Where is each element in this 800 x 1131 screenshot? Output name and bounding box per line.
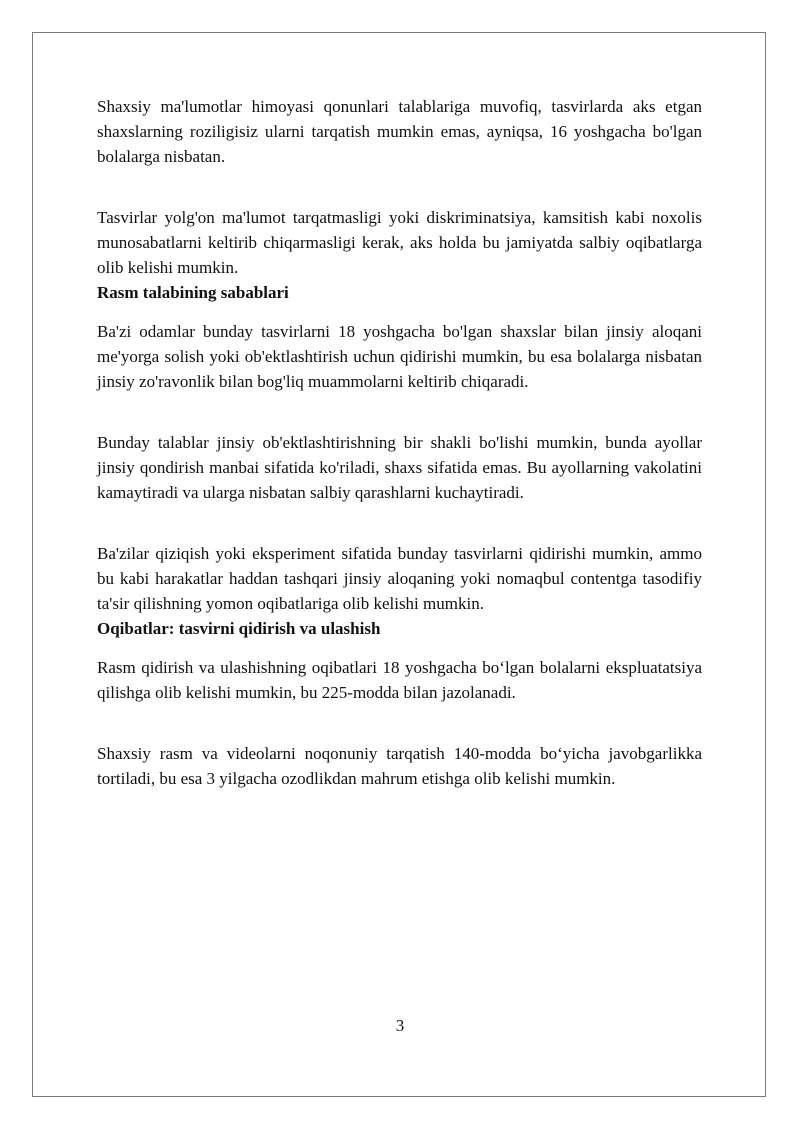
paragraph-consequence-exploitation: Rasm qidirish va ulashishning oqibatlari 18 yoshgacha bo‘lgan bolalarni ekspluatatsiya qilishga olib kelishi mumkin, bu 225-modda bilan jazolanadi. xyxy=(97,658,702,702)
paragraph-consent: Shaxsiy ma'lumotlar himoyasi qonunlari talablariga muvofiq, tasvirlarda aks etgan shaxslarning roziligisiz ularni tarqatish mumkin emas, ayniqsa, 16 yoshgacha bo'lgan bolalarga nisbatan. xyxy=(97,97,702,166)
page-number: 3 xyxy=(395,1016,405,1035)
paragraph-consequence-distribution: Shaxsiy rasm va videolarni noqonuniy tarqatish 140-modda bo‘yicha javobgarlikka tortiladi, bu esa 3 yilgacha ozodlikdan mahrum etishga olib kelishi mumkin. xyxy=(97,744,702,788)
paragraph-reason-curiosity: Ba'zilar qiziqish yoki eksperiment sifatida bunday tasvirlarni qidirishi mumkin, ammo bu kabi harakatlar haddan tashqari jinsiy aloqaning yoki nomaqbul contentga tasodifiy ta'sir qilishning yomon oqibatlariga olib kelishi mumkin. xyxy=(97,544,702,613)
paragraph-misinformation: Tasvirlar yolg'on ma'lumot tarqatmasligi yoki diskriminatsiya, kamsitish kabi noxolis munosabatlarni keltirib chiqarmasligi kerak, aks holda bu jamiyatda salbiy oqibatlarga olib kelishi mumkin. xyxy=(97,208,702,277)
paragraph-reason-normalization: Ba'zi odamlar bunday tasvirlarni 18 yoshgacha bo'lgan shaxslar bilan jinsiy aloqani me'yorga solish yoki ob'ektlashtirish uchun qidirishi mumkin, bu esa bolalarga nisbatan jinsiy zo'ravonlik bilan bog'liq muammolarni keltirib chiqaradi. xyxy=(97,322,702,391)
paragraph-reason-objectification: Bunday talablar jinsiy ob'ektlashtirishning bir shakli bo'lishi mumkin, bunda ayollar jinsiy qondirish manbai sifatida ko'riladi, shaxs sifatida emas. Bu ayollarning vakolatini kamaytiradi va ularga nisbatan salbiy qarashlarni kuchaytiradi. xyxy=(97,433,702,502)
document-body xyxy=(97,94,702,791)
heading-reasons: Rasm talabining sabablari xyxy=(97,283,289,302)
heading-consequences: Oqibatlar: tasvirni qidirish va ulashish xyxy=(97,619,381,638)
